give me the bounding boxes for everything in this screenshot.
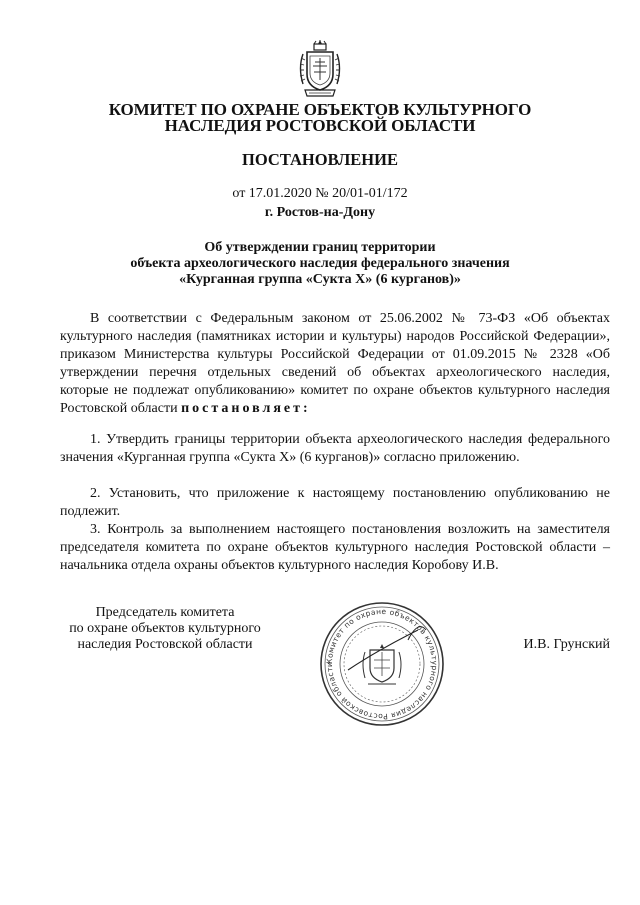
city: г. Ростов-на-Дону [264, 205, 376, 220]
seal-text: Комитет по охране объектов культурного наследия Ростовской области [324, 606, 440, 722]
official-seal [318, 600, 446, 728]
coat-of-arms-emblem [295, 38, 345, 102]
subject-line3: «Курганная группа «Сукта X» (6 курганов)» [179, 272, 461, 287]
intro-paragraph [60, 310, 610, 418]
org-name-line1: КОМИТЕТ ПО ОХРАНЕ ОБЪЕКТОВ КУЛЬТУРНОГО [108, 100, 532, 119]
signatory-position [50, 605, 280, 653]
item-2-text: 2. Установить, что приложение к настоящему постановлению опубликованию не подлежит. [60, 486, 610, 519]
document-subject [0, 240, 640, 288]
document-type: ПОСТАНОВЛЕНИЕ [242, 150, 398, 169]
item-3 [60, 521, 610, 575]
position-line2: по охране объектов культурного [69, 621, 261, 636]
item-1 [60, 431, 610, 467]
item-3-text: 3. Контроль за выполнением настоящего постановления возложить на заместителя председателя комитета по охране объектов культурного наследия Ростовской области – начальника отдела охраны объектов культурного наследия Коробову И.В. [60, 522, 610, 573]
item-1-text: 1. Утвердить границы территории объекта археологического наследия федерального значения «Курганная группа «Сукта X» (6 курганов)» согласно приложению. [60, 432, 610, 465]
date-and-number: от 17.01.2020 № 20/01-01/172 [232, 186, 408, 201]
decree-word: постановляет: [181, 401, 311, 416]
position-line1: Председатель комитета [95, 605, 235, 620]
subject-line1: Об утверждении границ территории [204, 240, 436, 255]
org-name-line2: НАСЛЕДИЯ РОСТОВСКОЙ ОБЛАСТИ [164, 116, 476, 135]
position-line3: наследия Ростовской области [77, 637, 253, 652]
item-2 [60, 485, 610, 521]
subject-line2: объекта археологического наследия федерального значения [130, 256, 510, 271]
signatory-name: И.В. Грунский [523, 637, 610, 652]
intro-text: В соответствии с Федеральным законом от 25.06.2002 № 73-ФЗ «Об объектах культурного наследия (памятниках истории и культуры) народов Российской Федерации», приказом Министерства культуры Российской Федерации от 01.09.2015 № 2328 «Об утверждении перечня отдельных сведений об объектах археологического наследия, которые не подлежат опубликованию» комитет по охране объектов культурного наследия Ростовской области [60, 311, 610, 416]
